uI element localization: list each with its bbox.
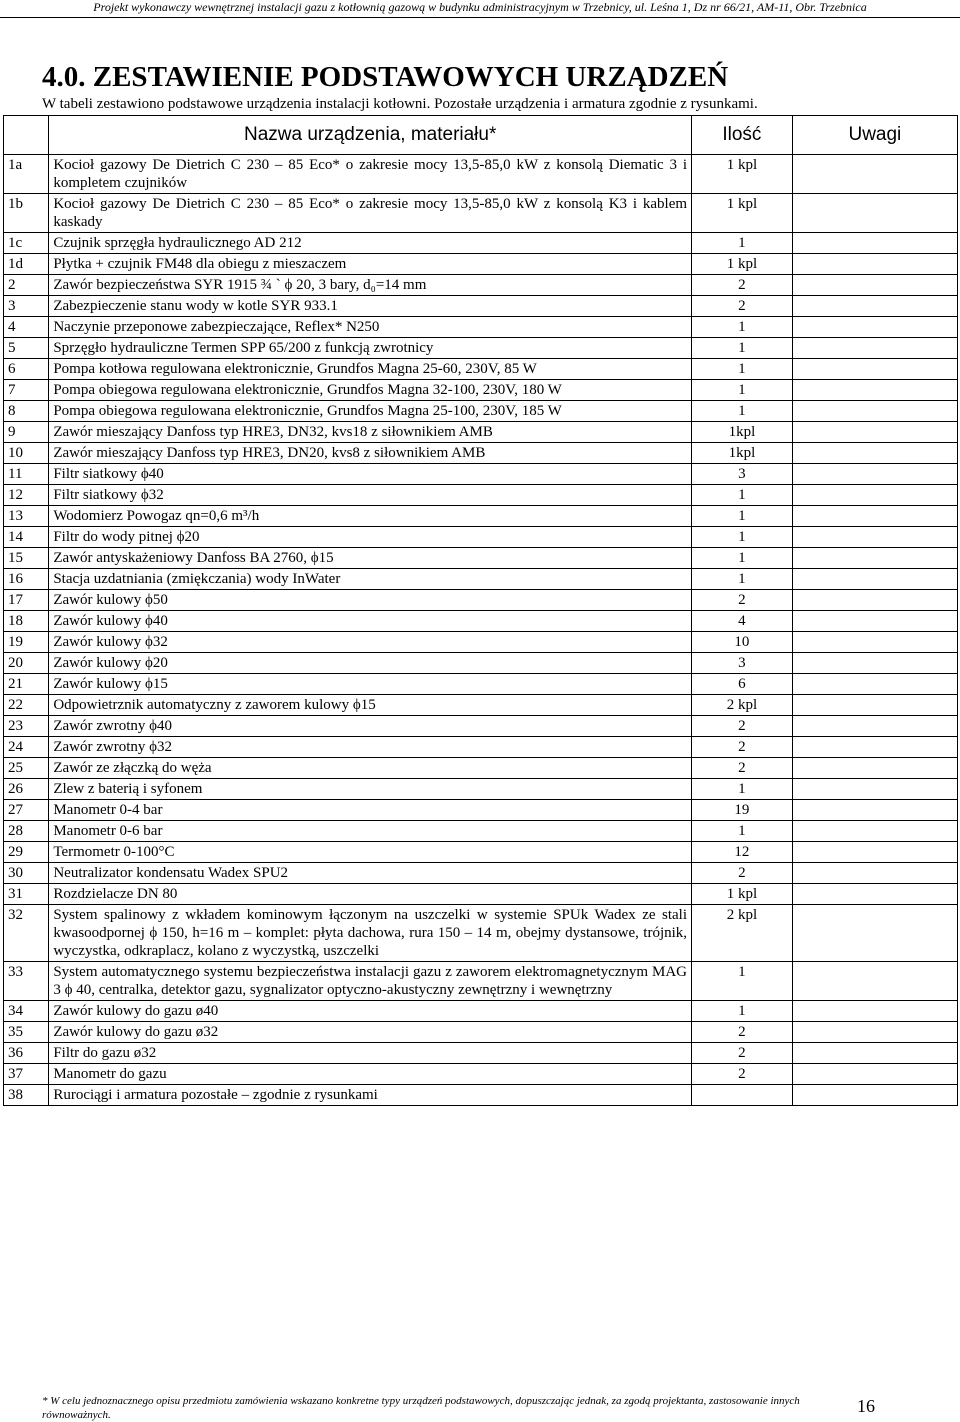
row-quantity: 1kpl [692, 422, 793, 443]
table-row [4, 569, 958, 590]
row-number: 25 [4, 758, 49, 779]
table-row [4, 590, 958, 611]
table-row [4, 653, 958, 674]
row-number: 1b [4, 194, 49, 233]
row-notes [792, 359, 957, 380]
row-name: Odpowietrznik automatyczny z zaworem kulowy ϕ15 [49, 695, 692, 716]
row-number: 10 [4, 443, 49, 464]
row-name: Manometr do gazu [49, 1064, 692, 1085]
row-name: Zawór bezpieczeństwa SYR 1915 ¾ ` ϕ 20, 3 bary, d₀=14 mm [49, 275, 692, 296]
row-notes [792, 254, 957, 275]
table-row [4, 632, 958, 653]
row-quantity: 1kpl [692, 443, 793, 464]
row-number: 2 [4, 275, 49, 296]
row-quantity: 10 [692, 632, 793, 653]
row-notes [792, 905, 957, 962]
table-row [4, 842, 958, 863]
row-number: 28 [4, 821, 49, 842]
page-number: 16 [857, 1396, 875, 1416]
row-name: Zabezpieczenie stanu wody w kotle SYR 933.1 [49, 296, 692, 317]
row-name: System spalinowy z wkładem kominowym łączonym na uszczelki w systemie SPUk Wadex ze stali kwasoodpornej ϕ 150, h=16 m – komplet: płyta dachowa, rura 150 – 14 m, obejmy dystansowe, trójnik, wyczystka, odkraplacz, kolano z wyczystką, uszczelki [49, 905, 692, 962]
row-name: Zawór ze złączką do węża [49, 758, 692, 779]
table-row [4, 800, 958, 821]
row-quantity: 6 [692, 674, 793, 695]
row-name: Pompa kotłowa regulowana elektronicznie, Grundfos Magna 25-60, 230V, 85 W [49, 359, 692, 380]
row-notes [792, 380, 957, 401]
row-name: Termometr 0-100°C [49, 842, 692, 863]
row-quantity: 1 [692, 548, 793, 569]
row-quantity: 4 [692, 611, 793, 632]
row-number: 19 [4, 632, 49, 653]
row-number: 18 [4, 611, 49, 632]
row-quantity: 2 [692, 275, 793, 296]
table-header-row [4, 116, 958, 155]
row-notes [792, 842, 957, 863]
row-notes [792, 233, 957, 254]
section-title: 4.0. ZESTAWIENIE PODSTAWOWYCH URZĄDZEŃ [42, 61, 729, 93]
row-name: Zawór kulowy do gazu ø32 [49, 1022, 692, 1043]
row-name: Zawór antyskażeniowy Danfoss BA 2760, ϕ15 [49, 548, 692, 569]
table-row [4, 779, 958, 800]
row-number: 31 [4, 884, 49, 905]
row-number: 13 [4, 506, 49, 527]
table-row [4, 233, 958, 254]
table-row [4, 422, 958, 443]
row-number: 27 [4, 800, 49, 821]
row-number: 24 [4, 737, 49, 758]
table-row [4, 317, 958, 338]
row-number: 16 [4, 569, 49, 590]
row-notes [792, 758, 957, 779]
row-notes [792, 296, 957, 317]
row-name: Zawór kulowy ϕ32 [49, 632, 692, 653]
row-notes [792, 527, 957, 548]
row-notes [792, 1064, 957, 1085]
row-quantity: 1 [692, 359, 793, 380]
table-row [4, 254, 958, 275]
row-number: 8 [4, 401, 49, 422]
row-name: Zawór mieszający Danfoss typ HRE3, DN20, kvs8 z siłownikiem AMB [49, 443, 692, 464]
table-row [4, 821, 958, 842]
row-quantity: 1 [692, 821, 793, 842]
row-number: 1d [4, 254, 49, 275]
row-notes [792, 422, 957, 443]
table-row [4, 737, 958, 758]
footnote: * W celu jednoznacznego opisu przedmiotu zamówienia wskazano konkretne typy urządzeń podstawowych, dopuszczając jednak, za zgodą projektanta, zastosowanie innych równoważnych. [42, 1395, 800, 1421]
row-name: Filtr do gazu ø32 [49, 1043, 692, 1064]
row-notes [792, 779, 957, 800]
row-number: 12 [4, 485, 49, 506]
row-name: Kocioł gazowy De Dietrich C 230 – 85 Eco* o zakresie mocy 13,5-85,0 kW z konsolą Diematic 3 i kompletem czujników [49, 155, 692, 194]
row-name: Filtr do wody pitnej ϕ20 [49, 527, 692, 548]
row-notes [792, 590, 957, 611]
row-notes [792, 632, 957, 653]
row-number: 4 [4, 317, 49, 338]
row-quantity: 1 [692, 506, 793, 527]
row-name: Zawór mieszający Danfoss typ HRE3, DN32, kvs18 z siłownikiem AMB [49, 422, 692, 443]
row-quantity: 2 [692, 296, 793, 317]
row-number: 6 [4, 359, 49, 380]
row-number: 3 [4, 296, 49, 317]
row-notes [792, 695, 957, 716]
row-notes [792, 716, 957, 737]
table-row [4, 1001, 958, 1022]
row-number: 32 [4, 905, 49, 962]
table-row [4, 1064, 958, 1085]
row-notes [792, 884, 957, 905]
row-quantity: 2 kpl [692, 695, 793, 716]
row-notes [792, 443, 957, 464]
row-name: Pompa obiegowa regulowana elektronicznie, Grundfos Magna 25-100, 230V, 185 W [49, 401, 692, 422]
table-row [4, 1022, 958, 1043]
row-name: Filtr siatkowy ϕ32 [49, 485, 692, 506]
row-name: Czujnik sprzęgła hydraulicznego AD 212 [49, 233, 692, 254]
header-number [4, 116, 49, 155]
row-quantity: 2 [692, 1064, 793, 1085]
row-quantity: 1 [692, 338, 793, 359]
page-header: Projekt wykonawczy wewnętrznej instalacji gazu z kotłownią gazową w budynku administracyjnym w Trzebnicy, ul. Leśna 1, Dz nr 66/21, AM-11, Obr. Trzebnica [0, 0, 960, 18]
row-number: 35 [4, 1022, 49, 1043]
row-notes [792, 506, 957, 527]
row-notes [792, 737, 957, 758]
row-quantity: 2 [692, 863, 793, 884]
header-quantity: Ilość [692, 116, 793, 155]
row-notes [792, 1022, 957, 1043]
row-notes [792, 155, 957, 194]
table-row [4, 548, 958, 569]
row-number: 20 [4, 653, 49, 674]
row-name: Wodomierz Powogaz qn=0,6 m³/h [49, 506, 692, 527]
row-quantity [692, 1085, 793, 1106]
row-number: 22 [4, 695, 49, 716]
row-name: Zawór zwrotny ϕ32 [49, 737, 692, 758]
row-name: Neutralizator kondensatu Wadex SPU2 [49, 863, 692, 884]
row-name: Naczynie przeponowe zabezpieczające, Reflex* N250 [49, 317, 692, 338]
row-name: Płytka + czujnik FM48 dla obiegu z mieszaczem [49, 254, 692, 275]
table-row [4, 863, 958, 884]
table-row [4, 962, 958, 1001]
row-number: 1c [4, 233, 49, 254]
row-quantity: 3 [692, 464, 793, 485]
row-name: Zawór kulowy do gazu ø40 [49, 1001, 692, 1022]
row-name: Zawór kulowy ϕ50 [49, 590, 692, 611]
row-quantity: 1 [692, 1001, 793, 1022]
table-body [4, 155, 958, 1106]
row-name: Manometr 0-4 bar [49, 800, 692, 821]
row-name: Rozdzielacze DN 80 [49, 884, 692, 905]
row-name: Manometr 0-6 bar [49, 821, 692, 842]
row-notes [792, 194, 957, 233]
row-name: Zawór kulowy ϕ20 [49, 653, 692, 674]
row-notes [792, 548, 957, 569]
row-quantity: 1 [692, 962, 793, 1001]
row-notes [792, 338, 957, 359]
row-number: 29 [4, 842, 49, 863]
table-row [4, 443, 958, 464]
table-row [4, 527, 958, 548]
row-notes [792, 275, 957, 296]
row-notes [792, 821, 957, 842]
row-name: Pompa obiegowa regulowana elektronicznie, Grundfos Magna 32-100, 230V, 180 W [49, 380, 692, 401]
row-quantity: 2 [692, 590, 793, 611]
row-quantity: 1 kpl [692, 884, 793, 905]
row-quantity: 1 [692, 527, 793, 548]
row-quantity: 3 [692, 653, 793, 674]
row-number: 9 [4, 422, 49, 443]
table-row [4, 884, 958, 905]
row-notes [792, 674, 957, 695]
table-row [4, 485, 958, 506]
row-number: 38 [4, 1085, 49, 1106]
row-number: 5 [4, 338, 49, 359]
row-notes [792, 485, 957, 506]
row-notes [792, 464, 957, 485]
row-quantity: 1 kpl [692, 194, 793, 233]
row-number: 34 [4, 1001, 49, 1022]
row-number: 1a [4, 155, 49, 194]
row-number: 26 [4, 779, 49, 800]
table-row [4, 905, 958, 962]
row-notes [792, 863, 957, 884]
row-quantity: 1 [692, 401, 793, 422]
row-name: Zawór kulowy ϕ15 [49, 674, 692, 695]
row-number: 14 [4, 527, 49, 548]
equipment-table [3, 115, 958, 1106]
row-number: 21 [4, 674, 49, 695]
row-quantity: 2 [692, 716, 793, 737]
row-number: 17 [4, 590, 49, 611]
row-quantity: 12 [692, 842, 793, 863]
table-row [4, 464, 958, 485]
row-quantity: 1 [692, 485, 793, 506]
row-quantity: 2 kpl [692, 905, 793, 962]
row-quantity: 1 kpl [692, 155, 793, 194]
row-number: 36 [4, 1043, 49, 1064]
header-notes: Uwagi [792, 116, 957, 155]
row-name: Kocioł gazowy De Dietrich C 230 – 85 Eco* o zakresie mocy 13,5-85,0 kW z konsolą K3 i kablem kaskady [49, 194, 692, 233]
table-row [4, 716, 958, 737]
row-name: System automatycznego systemu bezpieczeństwa instalacji gazu z zaworem elektromagnetycznym MAG 3 ϕ 40, centralka, detektor gazu, sygnalizator optyczno-akustyczny zewnętrzny i wewnętrzny [49, 962, 692, 1001]
row-notes [792, 317, 957, 338]
header-name: Nazwa urządzenia, materiału* [49, 116, 692, 155]
row-quantity: 2 [692, 1022, 793, 1043]
row-notes [792, 1085, 957, 1106]
table-row [4, 296, 958, 317]
row-number: 37 [4, 1064, 49, 1085]
row-notes [792, 653, 957, 674]
table-row [4, 401, 958, 422]
row-number: 23 [4, 716, 49, 737]
table-row [4, 1043, 958, 1064]
row-quantity: 1 [692, 569, 793, 590]
row-name: Sprzęgło hydrauliczne Termen SPP 65/200 z funkcją zwrotnicy [49, 338, 692, 359]
row-number: 7 [4, 380, 49, 401]
table-row [4, 194, 958, 233]
table-row [4, 155, 958, 194]
row-number: 30 [4, 863, 49, 884]
row-notes [792, 401, 957, 422]
table-row [4, 380, 958, 401]
table-row [4, 674, 958, 695]
row-notes [792, 800, 957, 821]
table-row [4, 611, 958, 632]
row-quantity: 2 [692, 737, 793, 758]
row-notes [792, 1001, 957, 1022]
row-notes [792, 611, 957, 632]
row-quantity: 19 [692, 800, 793, 821]
row-number: 33 [4, 962, 49, 1001]
row-notes [792, 1043, 957, 1064]
intro-text: W tabeli zestawiono podstawowe urządzenia instalacji kotłowni. Pozostałe urządzenia i armatura zgodnie z rysunkami. [42, 96, 758, 112]
table-row [4, 1085, 958, 1106]
row-quantity: 1 [692, 233, 793, 254]
row-quantity: 1 [692, 779, 793, 800]
table-row [4, 275, 958, 296]
table-row [4, 338, 958, 359]
row-quantity: 1 [692, 317, 793, 338]
row-notes [792, 569, 957, 590]
row-quantity: 2 [692, 1043, 793, 1064]
row-name: Zawór zwrotny ϕ40 [49, 716, 692, 737]
row-number: 15 [4, 548, 49, 569]
row-name: Zlew z baterią i syfonem [49, 779, 692, 800]
row-notes [792, 962, 957, 1001]
table-row [4, 758, 958, 779]
row-quantity: 1 kpl [692, 254, 793, 275]
table-row [4, 506, 958, 527]
table-row [4, 695, 958, 716]
row-quantity: 1 [692, 380, 793, 401]
row-name: Filtr siatkowy ϕ40 [49, 464, 692, 485]
row-number: 11 [4, 464, 49, 485]
row-quantity: 2 [692, 758, 793, 779]
row-name: Stacja uzdatniania (zmiękczania) wody InWater [49, 569, 692, 590]
row-name: Rurociągi i armatura pozostałe – zgodnie z rysunkami [49, 1085, 692, 1106]
row-name: Zawór kulowy ϕ40 [49, 611, 692, 632]
table-row [4, 359, 958, 380]
